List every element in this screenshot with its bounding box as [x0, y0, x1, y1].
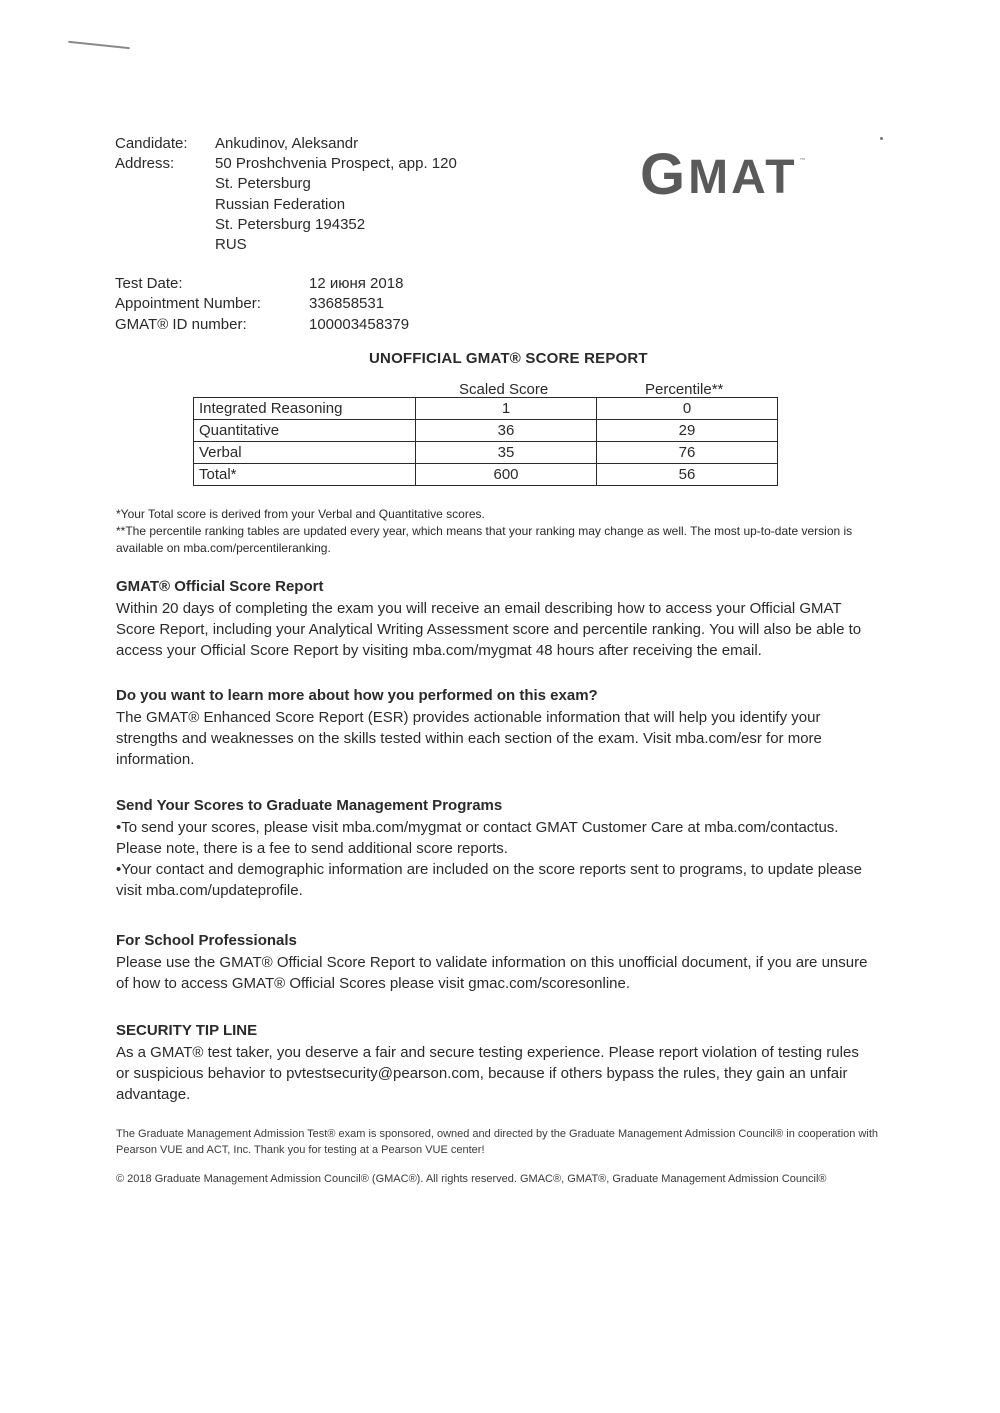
table-row	[194, 398, 778, 420]
section-name: Integrated Reasoning	[194, 398, 416, 420]
gmat-id-label: GMAT® ID number:	[115, 315, 247, 333]
learn-more-section	[116, 685, 876, 770]
section-name: Quantitative	[194, 420, 416, 442]
scaled-score: 35	[416, 442, 597, 464]
gmat-id-value: 100003458379	[309, 315, 410, 333]
report-title: UNOFFICIAL GMAT® SCORE REPORT	[369, 350, 648, 367]
copyright-statement: © 2018 Graduate Management Admission Council® (GMAC®). All rights reserved. GMAC®, GMAT®, Graduate Management Admission Council®	[116, 1173, 827, 1185]
address-line: St. Petersburg 194352	[215, 215, 366, 233]
appointment-value: 336858531	[309, 295, 385, 313]
official-report-section	[116, 576, 876, 661]
section-name: Total*	[194, 464, 416, 486]
gmat-logo	[640, 142, 807, 207]
section-body: Please use the GMAT® Official Score Report to validate information on this unofficial document, if you are unsure of how to access GMAT® Official Scores please visit gmac.com/scoresonline.	[116, 954, 868, 992]
address-line: 50 Proshchvenia Prospect, app. 120	[215, 155, 457, 173]
appointment-label: Appointment Number:	[115, 295, 261, 313]
table-row	[194, 420, 778, 442]
address-lines	[215, 154, 457, 255]
percentile: 29	[597, 420, 778, 442]
percentile-footnote: **The percentile ranking tables are updated every year, which means that your ranking may change as well. The most up-to-date version is available on mba.com/percentileranking.	[116, 524, 853, 555]
test-info-block	[115, 274, 409, 335]
section-heading: For School Professionals	[116, 932, 297, 949]
percentile: 0	[597, 398, 778, 420]
section-body: Within 20 days of completing the exam you will receive an email describing how to access your Official GMAT Score Report, including your Analytical Writing Assessment score and percentile ranking. You will also be able to access your Official Score Report by visiting mba.com/mygmat 48 hours after receiving the email.	[116, 600, 862, 659]
send-scores-section	[116, 795, 876, 901]
address-label: Address:	[115, 155, 175, 173]
percentile: 76	[597, 442, 778, 464]
logo-mat: MAT	[688, 151, 798, 204]
logo-g: G	[640, 142, 687, 207]
address-line: Russian Federation	[215, 195, 346, 213]
test-date-value: 12 июня 2018	[309, 275, 404, 292]
appointment-row	[115, 294, 409, 314]
school-professionals-section	[116, 930, 876, 994]
scaled-score: 600	[416, 464, 597, 486]
scan-speck	[880, 137, 883, 140]
scaled-score-header: Scaled Score	[459, 381, 549, 398]
address-line: RUS	[215, 236, 247, 254]
section-heading: SECURITY TIP LINE	[116, 1022, 258, 1039]
candidate-block	[115, 134, 457, 255]
logo-trademark: ™	[799, 158, 807, 164]
section-body: As a GMAT® test taker, you deserve a fair and secure testing experience. Please report violation of testing rules or suspicious behavior to pvtestsecurity@pearson.com, because if others bypass the rules, they gain an unfair advantage.	[116, 1044, 859, 1103]
footnotes	[116, 506, 896, 557]
gmat-id-row	[115, 315, 409, 335]
percentile: 56	[597, 464, 778, 486]
candidate-row	[115, 134, 457, 154]
percentile-header: Percentile**	[645, 381, 724, 398]
scaled-score: 36	[416, 420, 597, 442]
section-name: Verbal	[194, 442, 416, 464]
address-line: St. Petersburg	[215, 175, 311, 193]
total-footnote: *Your Total score is derived from your Verbal and Quantitative scores.	[116, 507, 485, 521]
section-heading: Send Your Scores to Graduate Management Programs	[116, 797, 503, 814]
test-date-label: Test Date:	[115, 275, 183, 292]
test-date-row	[115, 274, 409, 294]
table-row	[194, 442, 778, 464]
scan-staple-mark	[68, 41, 130, 49]
send-scores-bullet: •To send your scores, please visit mba.com/mygmat or contact GMAT Customer Care at mba.com/contactus. Please note, there is a fee to send additional score reports.	[116, 819, 839, 857]
section-heading: Do you want to learn more about how you performed on this exam?	[116, 687, 598, 704]
table-row	[194, 464, 778, 486]
score-table	[193, 397, 778, 486]
scaled-score: 1	[416, 398, 597, 420]
candidate-label: Candidate:	[115, 135, 188, 152]
section-body: The GMAT® Enhanced Score Report (ESR) provides actionable information that will help you identify your strengths and weaknesses on the skills tested within each section of the exam. Visit mba.com/esr for more information.	[116, 709, 822, 768]
candidate-name: Ankudinov, Aleksandr	[215, 135, 359, 152]
send-scores-bullet: •Your contact and demographic information are included on the score reports sent to programs, to update please visit mba.com/updateprofile.	[116, 861, 862, 899]
security-tip-section	[116, 1020, 876, 1105]
sponsor-statement: The Graduate Management Admission Test® exam is sponsored, owned and directed by the Graduate Management Admission Council® in cooperation with Pearson VUE and ACT, Inc. Thank you for testing at a Pearson VUE center!	[116, 1128, 878, 1156]
address-row	[115, 154, 457, 255]
section-heading: GMAT® Official Score Report	[116, 578, 324, 595]
